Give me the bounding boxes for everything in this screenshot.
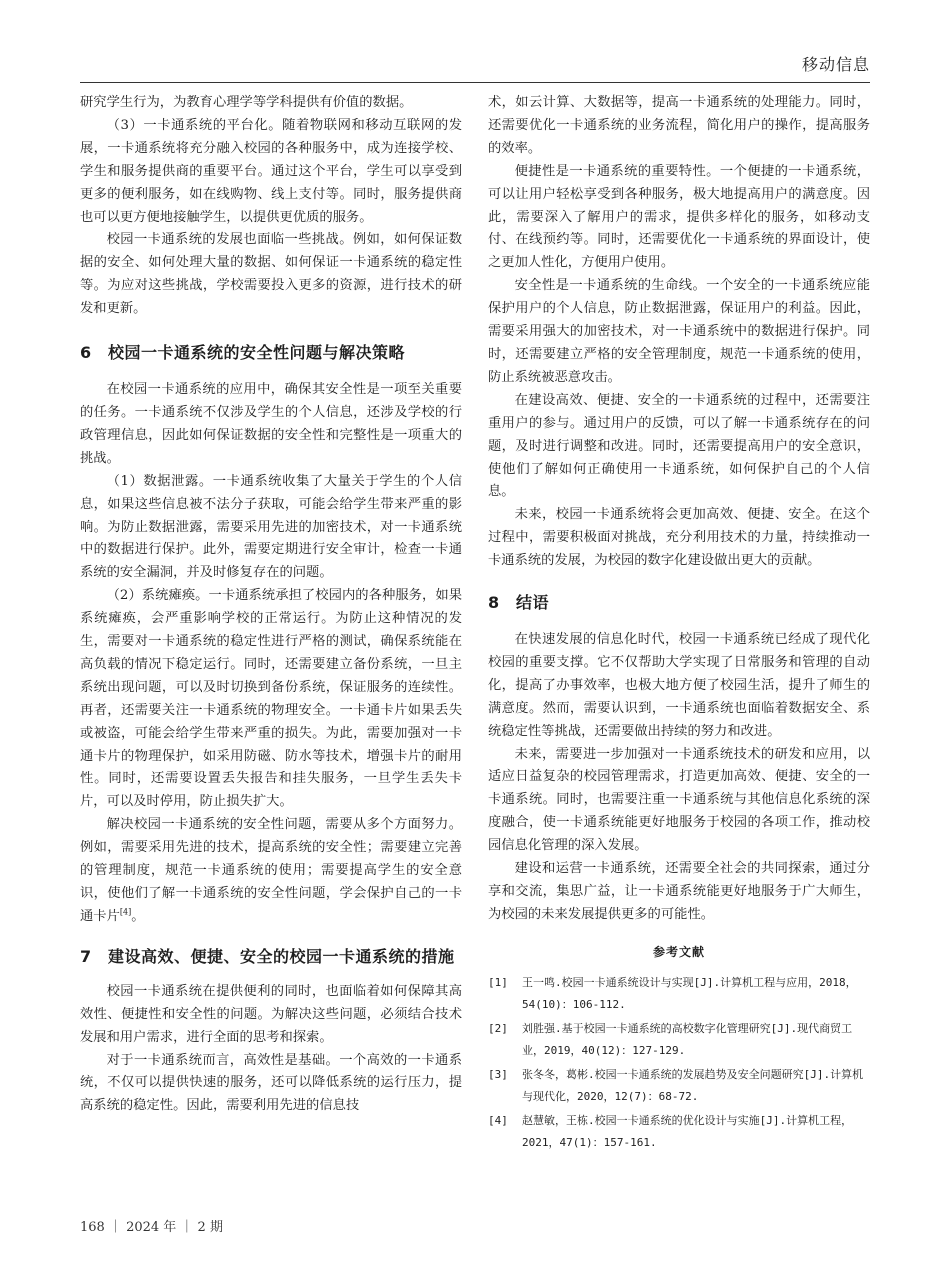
paragraph: 研究学生行为，为教育心理学等学科提供有价值的数据。 (80, 95, 413, 110)
references-title: 参考文献 (652, 944, 705, 959)
paragraph: （2）系统瘫痪。一卡通系统承担了校园内的各种服务，如果系统瘫痪，会严重影响学校的正常运行。为防止这种情况的发生，需要对一卡通系统的稳定性进行严格的测试，确保系统能在高负载的情况下稳定运行。同时，还需要建立备份系统，一旦主系统出现问题，可以及时切换到备份系统，保证服务的连续性。再者，还需要关注一卡通系统的物理安全。一卡通卡片如果丢失或被盗，可能会给学生带来严重的损失。为此，需要加强对一卡通卡片的物理保护，如采用防磁、防水等技术，增强卡片的耐用性。同时，还需要设置丢失报告和挂失服务，一旦学生丢失卡片，可以及时停用，防止损失扩大。 (80, 588, 462, 810)
journal-title: 移动信息 (801, 55, 870, 74)
paragraph: 校园一卡通系统在提供便利的同时，也面临着如何保障其高效性、便捷性和安全性的问题。为解决这些问题，必须结合技术发展和用户需求，进行全面的思考和探索。 (80, 983, 462, 1045)
header-rule (80, 82, 870, 83)
reference-item (488, 972, 870, 1016)
reference-text: 刘胜强.基于校园一卡通系统的高校数字化管理研究[J].现代商贸工业，2019，40(12)：127-129. (522, 1021, 853, 1057)
page-footer: 168 ｜ 2024 年 ｜ 2 期 (80, 1220, 223, 1235)
paragraph: 在校园一卡通系统的应用中，确保其安全性是一项至关重要的任务。一卡通系统不仅涉及学生的个人信息，还涉及学校的行政管理信息，因此如何保证数据的安全性和完整性是一项重大的挑战。 (80, 382, 462, 466)
reference-text: 王一鸣.校园一卡通系统设计与实现[J].计算机工程与应用，2018，54(10)：106-112. (522, 975, 857, 1011)
section-number: 7 (80, 946, 92, 966)
reference-item (488, 1018, 870, 1062)
paragraph: 未来，校园一卡通系统将会更加高效、便捷、安全。在这个过程中，需要积极面对挑战，充分利用技术的力量，持续推动一卡通系统的发展，为校园的数字化建设做出更大的贡献。 (488, 507, 870, 569)
reference-number: [3] (488, 1067, 508, 1081)
section-8-heading (488, 591, 870, 615)
paragraph-end: 。 (131, 908, 145, 924)
paragraph-text: 解决校园一卡通系统的安全性问题，需要从多个方面努力。例如，需要采用先进的技术，提高系统的安全性；需要建立完善的管理制度，规范一卡通系统的使用；需要提高学生的安全意识，使他们了解一卡通系统的安全性问题，学会保护自己的一卡通卡片 (80, 817, 462, 924)
paragraph: （3）一卡通系统的平台化。随着物联网和移动互联网的发展，一卡通系统将充分融入校园的各种服务中，成为连接学校、学生和服务提供商的重要平台。通过这个平台，学生可以享受到更多的便利服务，如在线购物、线上支付等。同时，服务提供商也可以更方便地接触学生，以提供更优质的服务。 (80, 117, 462, 225)
reference-number: [2] (488, 1021, 508, 1035)
section-title: 结语 (516, 593, 550, 613)
paragraph: 建设和运营一卡通系统，还需要全社会的共同探索，通过分享和交流，集思广益，让一卡通系统能更好地服务于广大师生，为校园的未来发展提供更多的可能性。 (488, 861, 870, 922)
citation-marker: [4] (119, 907, 132, 917)
section-number: 6 (80, 343, 92, 363)
reference-item (488, 1064, 870, 1108)
paragraph: 对于一卡通系统而言，高效性是基础。一个高效的一卡通系统，不仅可以提供快速的服务，还可以降低系统的运行压力，提高系统的稳定性。因此，需要利用先进的信息技 (80, 1052, 462, 1114)
paragraph (80, 814, 462, 929)
paragraph: 校园一卡通系统的发展也面临一些挑战。例如，如何保证数据的安全、如何处理大量的数据、如何保证一卡通系统的稳定性等。为应对这些挑战，学校需要投入更多的资源，进行技术的研发和更新。 (80, 232, 462, 317)
reference-item (488, 1110, 870, 1154)
reference-text: 赵慧敏，王栋.校园一卡通系统的优化设计与实施[J].计算机工程，2021，47(1)：157-161. (522, 1113, 853, 1149)
references-list (488, 972, 870, 1154)
section-title: 校园一卡通系统的安全性问题与解决策略 (108, 343, 406, 363)
reference-number: [1] (488, 975, 508, 989)
reference-text: 张冬冬，葛彬.校园一卡通系统的发展趋势及安全问题研究[J].计算机与现代化，2020，12(7)：68-72. (522, 1067, 864, 1103)
section-6-heading (80, 341, 462, 365)
paragraph: 在建设高效、便捷、安全的一卡通系统的过程中，还需要注重用户的参与。通过用户的反馈，可以了解一卡通系统存在的问题，及时进行调整和改进。同时，还需要提高用户的安全意识，使他们了解如何正确使用一卡通系统，如何保护自己的个人信息。 (488, 392, 870, 500)
paragraph: 安全性是一卡通系统的生命线。一个安全的一卡通系统应能保护用户的个人信息，防止数据泄露，保证用户的利益。因此，需要采用强大的加密技术，对一卡通系统中的数据进行保护。同时，还需要建立严格的安全管理制度，规范一卡通系统的使用，防止系统被恶意攻击。 (488, 278, 870, 385)
section-7-heading (80, 945, 462, 969)
section-title: 建设高效、便捷、安全的校园一卡通系统的措施 (108, 946, 455, 966)
section-number: 8 (488, 593, 500, 613)
paragraph: 便捷性是一卡通系统的重要特性。一个便捷的一卡通系统，可以让用户轻松享受到各种服务，极大地提高用户的满意度。因此，需要深入了解用户的需求，提供多样化的服务，如移动支付、在线预约等。同时，还需要优化一卡通系统的界面设计，使之更加人性化，方便用户使用。 (488, 163, 870, 271)
reference-number: [4] (488, 1113, 508, 1127)
right-column (488, 92, 870, 1156)
left-column (80, 92, 462, 1118)
paragraph: （1）数据泄露。一卡通系统收集了大量关于学生的个人信息，如果这些信息被不法分子获取，可能会给学生带来严重的影响。为防止数据泄露，需要采用先进的加密技术，对一卡通系统中的数据进行保护。此外，需要定期进行安全审计，检查一卡通系统的安全漏洞，并及时修复存在的问题。 (80, 473, 462, 581)
paragraph: 术，如云计算、大数据等，提高一卡通系统的处理能力。同时，还需要优化一卡通系统的业务流程，简化用户的操作，提高服务的效率。 (488, 95, 870, 156)
paragraph: 在快速发展的信息化时代，校园一卡通系统已经成了现代化校园的重要支撑。它不仅帮助大学实现了日常服务和管理的自动化，提高了办事效率，也极大地方便了校园生活，提升了师生的满意度。然而，需要认识到，一卡通系统也面临着数据安全、系统稳定性等挑战，还需要做出持续的努力和改进。 (488, 632, 870, 739)
paragraph: 未来，需要进一步加强对一卡通系统技术的研发和应用，以适应日益复杂的校园管理需求，打造更加高效、便捷、安全的一卡通系统。同时，也需要注重一卡通系统与其他信息化系统的深度融合，使一卡通系统能更好地服务于校园的各项工作，推动校园信息化管理的深入发展。 (488, 746, 870, 854)
